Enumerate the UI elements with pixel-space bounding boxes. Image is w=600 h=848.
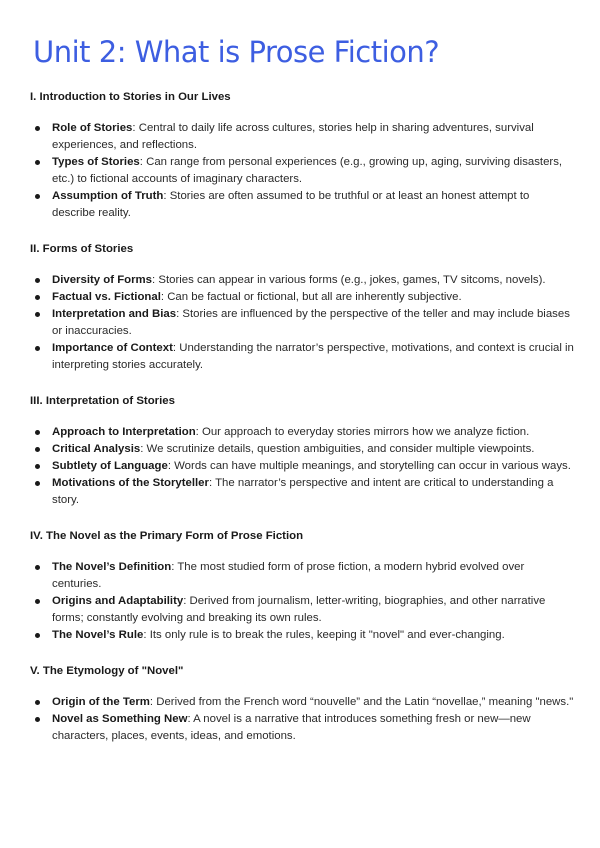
bullet-list: [30, 120, 575, 222]
list-item: [30, 272, 575, 289]
item-term: Approach to Interpretation: [52, 426, 196, 438]
section-heading: III. Interpretation of Stories: [30, 395, 175, 407]
bullet-dot-icon: [35, 599, 40, 604]
item-description: : Derived from journalism, letter-writing, biographies, and other narrative forms; constantly evolving and breaking its own rules.: [52, 595, 546, 624]
item-description: : Derived from the French word “nouvelle” and the Latin “novellae,” meaning "news.": [149, 696, 574, 708]
list-item: [30, 340, 575, 374]
list-item: [30, 559, 575, 593]
bullet-dot-icon: [35, 464, 40, 469]
list-item: [30, 306, 575, 340]
list-item: [30, 120, 575, 154]
item-description: : Can be factual or fictional, but all are inherently subjective.: [160, 291, 462, 303]
list-item: [30, 289, 575, 306]
item-description: : We scrutinize details, question ambiguities, and consider multiple viewpoints.: [140, 443, 535, 455]
item-description: : Stories are influenced by the perspective of the teller and may include biases or inaccuracies.: [52, 308, 570, 337]
page-title: Unit 2: What is Prose Fiction?: [33, 35, 440, 69]
item-description: : Stories can appear in various forms (e.g., jokes, games, TV sitcoms, novels).: [152, 274, 546, 286]
list-item: [30, 627, 575, 644]
bullet-dot-icon: [35, 633, 40, 638]
item-term: The Novel’s Rule: [52, 629, 144, 641]
bullet-dot-icon: [35, 565, 40, 570]
item-term: Critical Analysis: [52, 443, 141, 455]
item-description: : The narrator’s perspective and intent are critical to understanding a story.: [52, 477, 554, 506]
bullet-dot-icon: [35, 346, 40, 351]
section-heading: II. Forms of Stories: [30, 243, 134, 255]
bullet-dot-icon: [35, 700, 40, 705]
item-description: : Stories are often assumed to be truthful or at least an honest attempt to describe reality.: [52, 190, 530, 219]
list-item: [30, 424, 575, 441]
item-description: : Can range from personal experiences (e.g., growing up, aging, surviving disasters, etc.) to fictional accounts of imaginary characters.: [52, 156, 563, 185]
item-term: Types of Stories: [52, 156, 140, 168]
section-heading: IV. The Novel as the Primary Form of Prose Fiction: [30, 530, 304, 542]
item-description: : Words can have multiple meanings, and storytelling can occur in various ways.: [167, 460, 571, 472]
item-term: Motivations of the Storyteller: [52, 477, 209, 489]
item-description: : Our approach to everyday stories mirrors how we analyze fiction.: [195, 426, 530, 438]
list-item: [30, 475, 575, 509]
list-item: [30, 593, 575, 627]
item-description: : Central to daily life across cultures, stories help in sharing adventures, survival experiences, and reflections.: [52, 122, 534, 151]
bullet-dot-icon: [35, 430, 40, 435]
section: [30, 393, 575, 509]
bullet-dot-icon: [35, 295, 40, 300]
list-item: [30, 711, 575, 745]
item-term: Assumption of Truth: [52, 190, 164, 202]
list-item: [30, 458, 575, 475]
list-item: [30, 154, 575, 188]
item-description: : Understanding the narrator’s perspective, motivations, and context is crucial in interpreting stories accurately.: [52, 342, 574, 371]
bullet-dot-icon: [35, 717, 40, 722]
section: [30, 89, 575, 222]
bullet-dot-icon: [35, 481, 40, 486]
item-term: Novel as Something New: [52, 713, 188, 725]
bullet-dot-icon: [35, 160, 40, 165]
item-term: Factual vs. Fictional: [52, 291, 161, 303]
list-item: [30, 441, 575, 458]
bullet-dot-icon: [35, 194, 40, 199]
item-term: Origins and Adaptability: [52, 595, 184, 607]
outline-sections: [30, 89, 575, 764]
item-description: : Its only rule is to break the rules, keeping it "novel" and ever-changing.: [143, 629, 505, 641]
item-term: Importance of Context: [52, 342, 173, 354]
section: [30, 528, 575, 644]
item-term: Diversity of Forms: [52, 274, 153, 286]
bullet-dot-icon: [35, 126, 40, 131]
section-heading: I. Introduction to Stories in Our Lives: [30, 91, 231, 103]
bullet-dot-icon: [35, 278, 40, 283]
list-item: [30, 188, 575, 222]
bullet-list: [30, 272, 575, 374]
item-term: Role of Stories: [52, 122, 133, 134]
section: [30, 241, 575, 374]
section-heading: V. The Etymology of "Novel": [30, 665, 184, 677]
list-item: [30, 694, 575, 711]
item-term: Origin of the Term: [52, 696, 150, 708]
bullet-list: [30, 424, 575, 509]
item-term: The Novel’s Definition: [52, 561, 172, 573]
bullet-list: [30, 694, 575, 745]
item-description: : The most studied form of prose fiction, a modern hybrid evolved over centuries.: [52, 561, 525, 590]
section: [30, 663, 575, 745]
item-term: Interpretation and Bias: [52, 308, 177, 320]
item-description: : A novel is a narrative that introduces something fresh or new—new characters, places, events, ideas, and emotions.: [52, 713, 531, 742]
bullet-list: [30, 559, 575, 644]
bullet-dot-icon: [35, 447, 40, 452]
item-term: Subtlety of Language: [52, 460, 168, 472]
bullet-dot-icon: [35, 312, 40, 317]
